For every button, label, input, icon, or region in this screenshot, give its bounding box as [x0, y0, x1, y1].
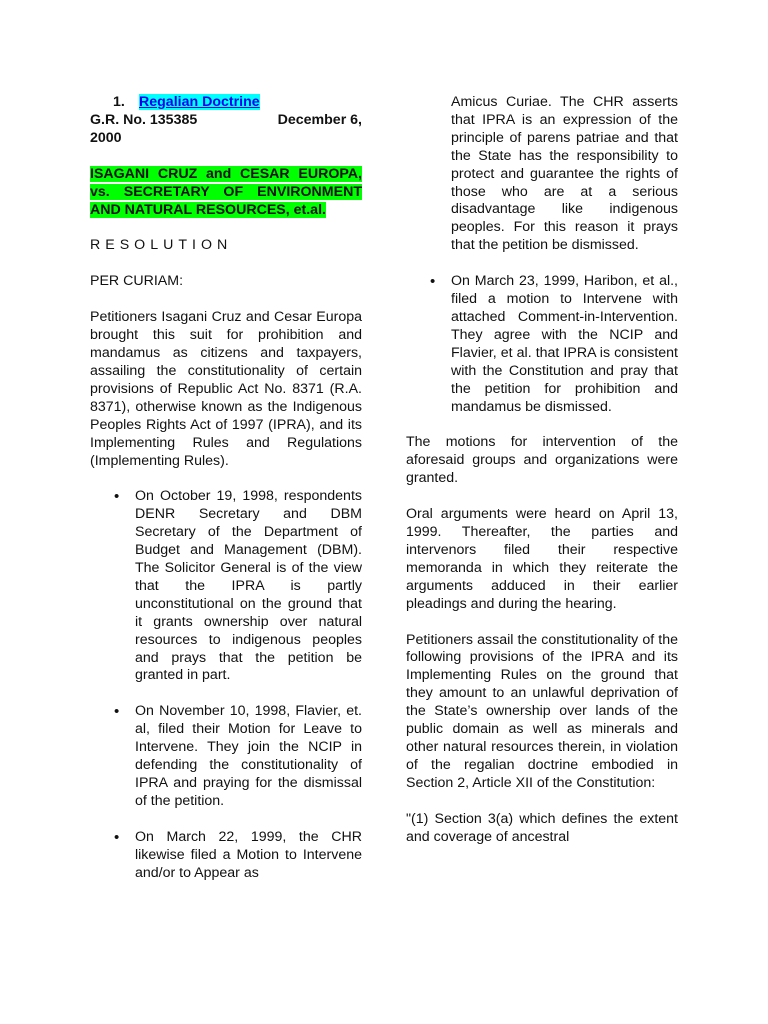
gr-number: G.R. No. 135385	[90, 111, 198, 128]
case-number: 1.	[113, 94, 125, 110]
case-parties: ISAGANI CRUZ and CESAR EUROPA, vs. SECRETARY OF ENVIRONMENT AND NATURAL RESOURCES, et.al.	[90, 165, 362, 218]
oral-arguments-paragraph: Oral arguments were heard on April 13, 1999. Thereafter, the parties and intervenors filed their respective memoranda in which they reiterate the arguments adduced in their earlier pleadings and during the hearing.	[406, 506, 678, 612]
list-item: • On March 22, 1999, the CHR likewise filed a Motion to Intervene and/or to Appear as	[90, 829, 362, 883]
per-curiam: PER CURIAM:	[90, 273, 184, 290]
decision-year: 2000	[90, 129, 122, 146]
list-item: • On October 19, 1998, respondents DENR Secretary and DBM Secretary of the Department of Budget and Management (DBM). The Solicitor General is of the view that the IPRA is partly unconstitutional on the ground that it grants ownership over natural resources to indigenous peoples and prays that the petition be granted in part.	[90, 488, 362, 685]
motions-paragraph: The motions for intervention of the aforesaid groups and organizations were granted.	[406, 434, 678, 487]
chr-continuation: Amicus Curiae. The CHR asserts that IPRA is an expression of the principle of parens patriae and that the State has the responsibility to protect and guarantee the rights of those who are at a serious disadvantage like indigenous peoples. For this reason it prays that the petition be dismissed.	[451, 94, 678, 254]
case-heading	[90, 94, 362, 112]
resolution-title: RESOLUTION	[90, 237, 233, 254]
left-column	[90, 94, 362, 883]
left-bullet-list	[90, 488, 362, 882]
list-item: • On November 10, 1998, Flavier, et. al, filed their Motion for Leave to Intervene. They join the NCIP in defending the constitutionality of IPRA and praying for the dismissal of the petition.	[90, 703, 362, 810]
decision-date: December 6,	[277, 111, 362, 128]
regalian-doctrine-link[interactable]: Regalian Doctrine	[139, 94, 260, 110]
right-column	[406, 94, 678, 847]
petitioners-assail-paragraph: Petitioners assail the constitutionality of the following provisions of the IPRA and its Implementing Rules on the ground that they amount to an unlawful deprivation of the State’s ownership over lands of the public domain as well as minerals and other natural resources therein, in violation of the regalian doctrine embodied in Section 2, Article XII of the Constitution:	[406, 631, 678, 791]
right-bullet-list	[406, 273, 678, 416]
section-3a-paragraph: "(1) Section 3(a) which defines the extent and coverage of ancestral	[406, 810, 678, 845]
list-item: • On March 23, 1999, Haribon, et al., filed a motion to Intervene with attached Comment-in-Intervention. They agree with the NCIP and Flavier, et al. that IPRA is consistent with the Constitution and pray that the petition for prohibition and mandamus be dismissed.	[406, 273, 678, 416]
intro-paragraph: Petitioners Isagani Cruz and Cesar Europa brought this suit for prohibition and mandamus as citizens and taxpayers, assailing the constitutionality of certain provisions of Republic Act No. 8371 (R.A. 8371), otherwise known as the Indigenous Peoples Rights Act of 1997 (IPRA), and its Implementing Rules and Regulations (Implementing Rules).	[90, 309, 362, 469]
gr-number-line	[90, 112, 362, 130]
